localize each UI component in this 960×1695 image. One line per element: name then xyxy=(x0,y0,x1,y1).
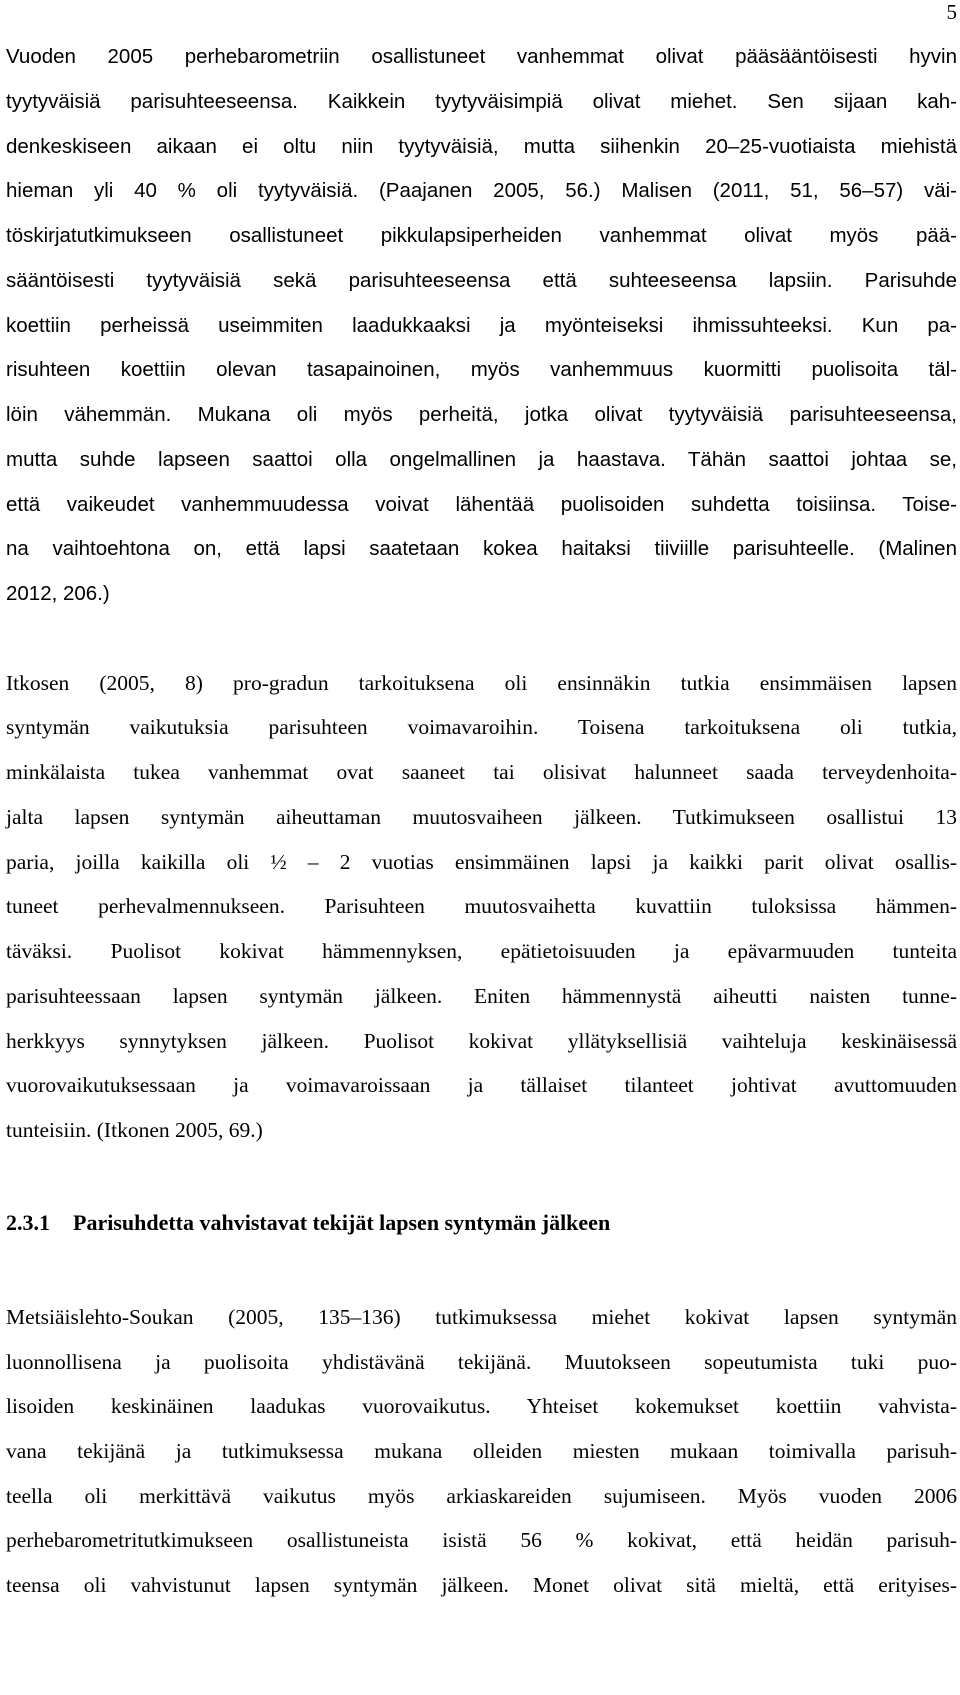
paragraph-line: parisuhteessaan lapsen syntymän jälkeen. Eniten hämmennystä aiheutti naisten tunne- xyxy=(6,984,957,1008)
paragraph-line: teella oli merkittävä vaikutus myös arkiaskareiden sujumiseen. Myös vuoden 2006 xyxy=(6,1484,957,1508)
paragraph-line: syntymän vaikutuksia parisuhteen voimavaroihin. Toisena tarkoituksena oli tutkia, xyxy=(6,715,957,739)
paragraph-line: hieman yli 40 % oli tyytyväisiä. (Paajanen 2005, 56.) Malisen (2011, 51, 56–57) väi- xyxy=(6,179,957,202)
paragraph-line: perhebarometritutkimukseen osallistuneista isistä 56 % kokivat, että heidän parisuh- xyxy=(6,1528,957,1552)
paragraph-line: jalta lapsen syntymän aiheuttaman muutosvaiheen jälkeen. Tutkimukseen osallistui 13 xyxy=(6,805,957,829)
paragraph-line: herkkyys synnytyksen jälkeen. Puolisot kokivat yllätyksellisiä vaihteluja keskinäisessä xyxy=(6,1029,957,1053)
paragraph-line: teensa oli vahvistunut lapsen syntymän jälkeen. Monet olivat sitä mieltä, että erityises- xyxy=(6,1573,957,1597)
paragraph-line: Vuoden 2005 perhebarometriin osallistuneet vanhemmat olivat pääsääntöisesti hyvin xyxy=(6,45,957,68)
paragraph-line: löin vähemmän. Mukana oli myös perheitä, jotka olivat tyytyväisiä parisuhteeseensa, xyxy=(6,403,957,426)
paragraph-line: vuorovaikutuksessaan ja voimavaroissaan ja tällaiset tilanteet johtivat avuttomuuden xyxy=(6,1073,957,1097)
paragraph-line: tyytyväisiä parisuhteeseensa. Kaikkein tyytyväisimpiä olivat miehet. Sen sijaan kah- xyxy=(6,90,957,113)
paragraph-line: na vaihtoehtona on, että lapsi saatetaan kokea haitaksi tiiviille parisuhteelle. (Malinen xyxy=(6,537,957,560)
paragraph-line: vana tekijänä ja tutkimuksessa mukana olleiden miesten mukaan toimivalla parisuh- xyxy=(6,1439,957,1463)
paragraph-line: Metsiäislehto-Soukan (2005, 135–136) tutkimuksessa miehet kokivat lapsen syntymän xyxy=(6,1305,957,1329)
paragraph-line: minkälaista tukea vanhemmat ovat saaneet tai olisivat halunneet saada terveydenhoita- xyxy=(6,760,957,784)
paragraph-line: luonnollisena ja puolisoita yhdistävänä tekijänä. Muutokseen sopeutumista tuki puo- xyxy=(6,1350,957,1374)
section-number: 2.3.1 xyxy=(6,1210,50,1235)
paragraph-line: sääntöisesti tyytyväisiä sekä parisuhteeseensa että suhteeseensa lapsiin. Parisuhde xyxy=(6,269,957,292)
paragraph-line: tuneet perhevalmennukseen. Parisuhteen muutosvaihetta kuvattiin tuloksissa hämmen- xyxy=(6,894,957,918)
paragraph-line: lisoiden keskinäinen laadukas vuorovaikutus. Yhteiset kokemukset koettiin vahvista- xyxy=(6,1394,957,1418)
paragraph-line: täväksi. Puolisot kokivat hämmennyksen, epätietoisuuden ja epävarmuuden tunteita xyxy=(6,939,957,963)
paragraph-line: denkeskiseen aikaan ei oltu niin tyytyväisiä, mutta siihenkin 20–25-vuotiaista miehistä xyxy=(6,135,957,158)
paragraph-line: tunteisiin. (Itkonen 2005, 69.) xyxy=(6,1118,263,1142)
paragraph-line: paria, joilla kaikilla oli ½ – 2 vuotias ensimmäinen lapsi ja kaikki parit olivat osallis- xyxy=(6,850,957,874)
paragraph-line: töskirjatutkimukseen osallistuneet pikkulapsiperheiden vanhemmat olivat myös pää- xyxy=(6,224,957,247)
paragraph-line: risuhteen koettiin olevan tasapainoinen, myös vanhemmuus kuormitti puolisoita täl- xyxy=(6,358,957,381)
paragraph-line: koettiin perheissä useimmiten laadukkaaksi ja myönteiseksi ihmissuhteeksi. Kun pa- xyxy=(6,314,957,337)
paragraph-line: mutta suhde lapseen saattoi olla ongelmallinen ja haastava. Tähän saattoi johtaa se, xyxy=(6,448,957,471)
section-heading xyxy=(6,1211,610,1235)
paragraph-line: 2012, 206.) xyxy=(6,582,110,605)
section-title: Parisuhdetta vahvistavat tekijät lapsen syntymän jälkeen xyxy=(73,1210,611,1235)
paragraph-line: Itkosen (2005, 8) pro-gradun tarkoituksena oli ensinnäkin tutkia ensimmäisen lapsen xyxy=(6,671,957,695)
page-number: 5 xyxy=(946,0,957,24)
paragraph-line: että vaikeudet vanhemmuudessa voivat lähentää puolisoiden suhdetta toisiinsa. Toise- xyxy=(6,493,957,516)
